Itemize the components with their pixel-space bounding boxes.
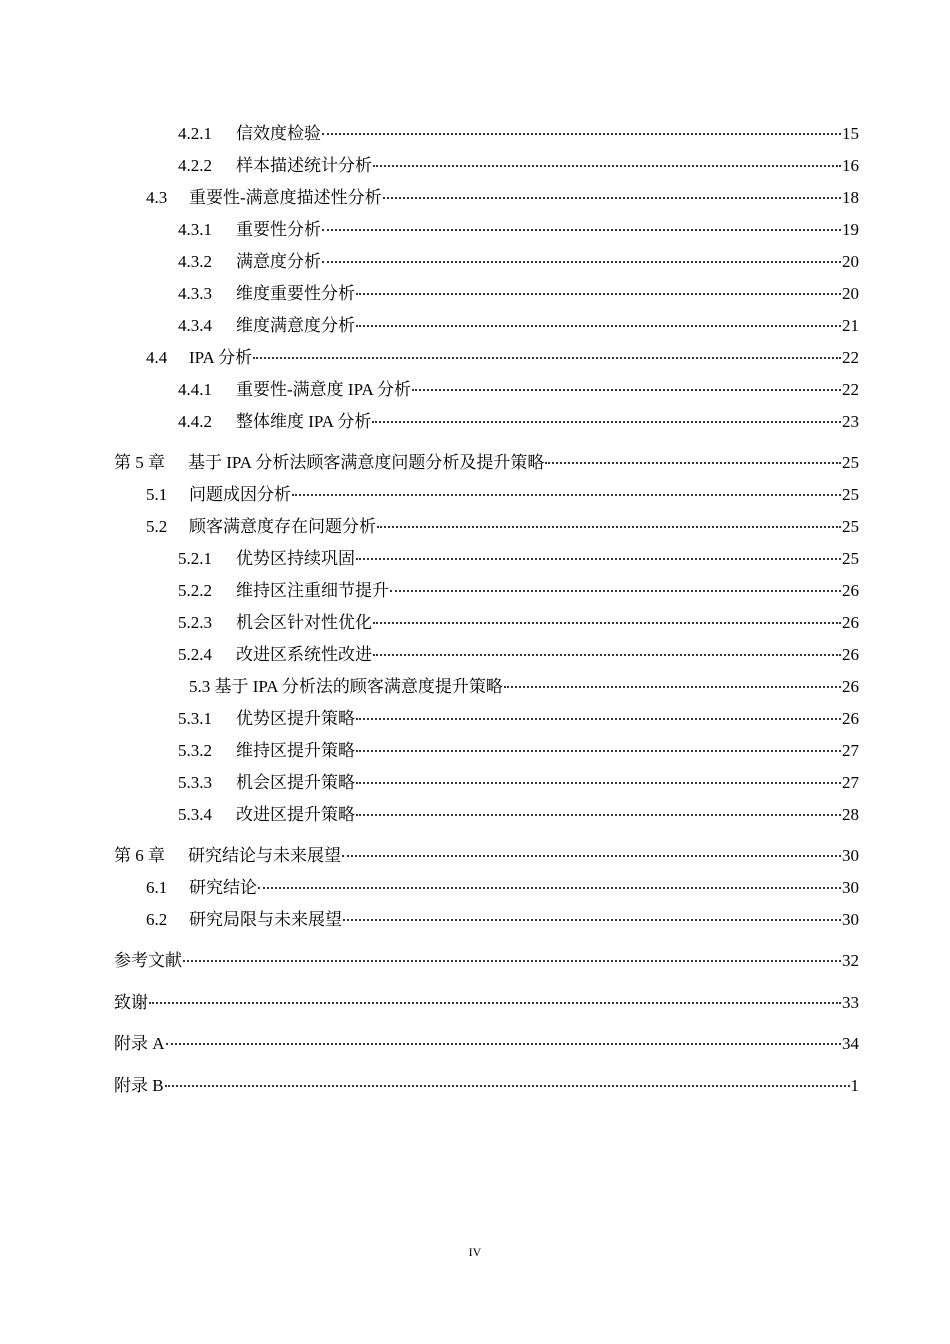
- toc-dot-leader: [356, 738, 841, 752]
- toc-entry-line: [114, 1074, 859, 1098]
- toc-entry-number: 5.2.4: [178, 645, 212, 664]
- toc-entry-page: 27: [842, 773, 859, 792]
- toc-entry-page: 16: [842, 156, 859, 175]
- toc-entry-number: 4.3.4: [178, 316, 212, 335]
- toc-dot-leader: [253, 345, 841, 359]
- toc-entry-line: [178, 547, 859, 571]
- toc-entry-number: 第 5 章: [114, 453, 165, 472]
- toc-entry-title: 基于 IPA 分析法顾客满意度问题分析及提升策略: [188, 453, 545, 472]
- toc-entry-number: 4.4.2: [178, 412, 212, 431]
- toc-dot-leader: [372, 409, 841, 423]
- toc-dot-leader: [356, 546, 841, 560]
- toc-entry-title: 满意度分析: [236, 252, 321, 271]
- toc-entry-title: 附录 A: [114, 1034, 165, 1053]
- toc-entry[interactable]: [0, 908, 950, 932]
- toc-entry[interactable]: [0, 483, 950, 507]
- toc-entry[interactable]: [0, 250, 950, 274]
- toc-entry[interactable]: [0, 876, 950, 900]
- toc-entry-line: [178, 154, 859, 178]
- toc-entry-page: 1: [850, 1076, 859, 1095]
- toc-entry-line: [178, 579, 859, 603]
- toc-entry-line: [146, 483, 859, 507]
- toc-entry[interactable]: [0, 314, 950, 338]
- toc-entry-page: 32: [842, 951, 859, 970]
- toc-entry-title: 重要性-满意度 IPA 分析: [236, 380, 412, 399]
- toc-entry-line: [178, 771, 859, 795]
- toc-entry-line: [178, 122, 859, 146]
- toc-entry-number: 4.4: [146, 348, 168, 367]
- toc-entry-title: 整体维度 IPA 分析: [236, 412, 372, 431]
- toc-entry-number: 5.3.4: [178, 805, 212, 824]
- toc-entry-page: 27: [842, 741, 859, 760]
- toc-dot-leader: [322, 121, 841, 135]
- toc-entry-title: 重要性-满意度描述性分析: [189, 188, 382, 207]
- toc-entry[interactable]: [0, 643, 950, 667]
- toc-entry-number: 4.3.2: [178, 252, 212, 271]
- toc-entry[interactable]: [0, 451, 950, 475]
- toc-entry-title: 维度满意度分析: [236, 316, 355, 335]
- toc-entry-title: 机会区提升策略: [236, 773, 355, 792]
- toc-entry-title: 改进区提升策略: [236, 805, 355, 824]
- toc-dot-leader: [292, 482, 841, 496]
- toc-entry-line: [178, 707, 859, 731]
- toc-entry[interactable]: [0, 154, 950, 178]
- toc-dot-leader: [356, 770, 841, 784]
- toc-entry[interactable]: [0, 547, 950, 571]
- toc-dot-leader: [166, 1031, 841, 1045]
- toc-entry-page: 26: [842, 581, 859, 600]
- toc-entry-line: [146, 515, 859, 539]
- toc-entry-title: 机会区针对性优化: [236, 613, 372, 632]
- toc-entry-page: 28: [842, 805, 859, 824]
- toc-dot-leader: [373, 610, 841, 624]
- toc-entry-number: 4.2.2: [178, 156, 212, 175]
- toc-entry-number: 4.3: [146, 188, 168, 207]
- toc-entry-line: [178, 611, 859, 635]
- toc-entry-page: 26: [842, 645, 859, 664]
- toc-entry-line: [178, 643, 859, 667]
- toc-dot-leader: [383, 185, 841, 199]
- toc-entry-line: [178, 803, 859, 827]
- toc-dot-leader: [183, 948, 841, 962]
- toc-entry-number: 4.2.1: [178, 124, 212, 143]
- toc-dot-leader: [322, 249, 841, 263]
- toc-entry-page: 20: [842, 252, 859, 271]
- toc-entry-page: 26: [842, 677, 859, 696]
- toc-entry-number: 5.2.1: [178, 549, 212, 568]
- toc-entry-line: [178, 250, 859, 274]
- toc-entry-title: 维持区提升策略: [236, 741, 355, 760]
- toc-dot-leader: [258, 875, 841, 889]
- toc-entry-number: 5.2.3: [178, 613, 212, 632]
- toc-dot-leader: [356, 281, 841, 295]
- toc-entry-page: 25: [842, 485, 859, 504]
- toc-entry-page: 15: [842, 124, 859, 143]
- toc-entry[interactable]: [0, 218, 950, 242]
- toc-entry-line: [146, 908, 859, 932]
- toc-entry[interactable]: [0, 803, 950, 827]
- toc-entry-page: 33: [842, 993, 859, 1012]
- toc-entry[interactable]: [0, 991, 950, 1015]
- toc-entry-page: 26: [842, 709, 859, 728]
- toc-dot-leader: [356, 313, 841, 327]
- toc-entry-title: 研究局限与未来展望: [189, 910, 342, 929]
- toc-entry-number: 5.3.1: [178, 709, 212, 728]
- toc-entry[interactable]: [0, 378, 950, 402]
- toc-entry-page: 26: [842, 613, 859, 632]
- toc-entry[interactable]: [0, 186, 950, 210]
- toc-dot-leader: [356, 706, 841, 720]
- toc-entry-title: 信效度检验: [236, 124, 321, 143]
- toc-entry-title: 参考文献: [114, 951, 182, 970]
- toc-entry-line: [146, 346, 859, 370]
- toc-entry-number: 5.2.2: [178, 581, 212, 600]
- toc-entry-page: 22: [842, 348, 859, 367]
- toc-entry-line: [146, 876, 859, 900]
- toc-entry[interactable]: [0, 122, 950, 146]
- toc-entry-page: 30: [842, 878, 859, 897]
- toc-entry-number: 4.3.1: [178, 220, 212, 239]
- toc-entry[interactable]: [0, 739, 950, 763]
- toc-entry-line: [178, 410, 859, 434]
- toc-entry-page: 25: [842, 453, 859, 472]
- toc-entry-line: [114, 949, 859, 973]
- toc-entry[interactable]: [0, 1032, 950, 1056]
- toc-entry[interactable]: [0, 346, 950, 370]
- toc-dot-leader: [343, 907, 841, 921]
- toc-entry-number: 4.4.1: [178, 380, 212, 399]
- toc-entry-number: 5.2: [146, 517, 168, 536]
- toc-entry-line: [178, 314, 859, 338]
- toc-dot-leader: [165, 1073, 850, 1087]
- toc-entry-page: 20: [842, 284, 859, 303]
- toc-entry-title: 维度重要性分析: [236, 284, 355, 303]
- toc-entry-number: 5.3.3: [178, 773, 212, 792]
- toc-entry[interactable]: [0, 844, 950, 868]
- toc-entry-title: 维持区注重细节提升: [236, 581, 389, 600]
- toc-entry-title: 研究结论与未来展望: [188, 846, 341, 865]
- toc-entry-page: 25: [842, 517, 859, 536]
- toc-entry-number: 5.3.2: [178, 741, 212, 760]
- toc-entry-title: 附录 B: [114, 1076, 164, 1095]
- toc-entry-title: 优势区提升策略: [236, 709, 355, 728]
- toc-entry[interactable]: [0, 282, 950, 306]
- toc-entry[interactable]: [0, 707, 950, 731]
- toc-entry-title: 优势区持续巩固: [236, 549, 355, 568]
- toc-dot-leader: [390, 578, 841, 592]
- toc-dot-leader: [373, 642, 841, 656]
- toc-entry-line: [114, 844, 859, 868]
- toc-entry-page: 21: [842, 316, 859, 335]
- toc-entry[interactable]: [0, 949, 950, 973]
- toc-dot-leader: [412, 377, 841, 391]
- toc-entry-number: 第 6 章: [114, 846, 165, 865]
- toc-entry-page: 25: [842, 549, 859, 568]
- toc-dot-leader: [373, 153, 841, 167]
- toc-entry-page: 18: [842, 188, 859, 207]
- toc-entry-page: 30: [842, 910, 859, 929]
- toc-entry-line: [114, 451, 859, 475]
- toc-entry[interactable]: [0, 515, 950, 539]
- toc-entry-line: [178, 378, 859, 402]
- toc-dot-leader: [322, 217, 841, 231]
- toc-entry-line: [114, 1032, 859, 1056]
- toc-entry-page: 34: [842, 1034, 859, 1053]
- toc-entry-page: 30: [842, 846, 859, 865]
- toc-entry[interactable]: [0, 675, 950, 699]
- toc-entry-page: 22: [842, 380, 859, 399]
- toc-entry[interactable]: [0, 611, 950, 635]
- toc-entry-title: IPA 分析: [189, 348, 253, 367]
- toc-entry-line: [178, 282, 859, 306]
- toc-entry-page: 23: [842, 412, 859, 431]
- toc-entry-title: 改进区系统性改进: [236, 645, 372, 664]
- page-number-footer: IV: [468, 1245, 482, 1259]
- toc-entry-number: 4.3.3: [178, 284, 212, 303]
- toc-entry-line: [114, 991, 859, 1015]
- toc-entry-line: [146, 675, 859, 699]
- toc-entry-line: [146, 186, 859, 210]
- toc-dot-leader: [545, 450, 841, 464]
- toc-entry-number: 5.1: [146, 485, 168, 504]
- toc-dot-leader: [504, 674, 841, 688]
- toc-entry-title: 样本描述统计分析: [236, 156, 372, 175]
- toc-entry-title: 顾客满意度存在问题分析: [189, 517, 376, 536]
- toc-entry-title: 5.3 基于 IPA 分析法的顾客满意度提升策略: [189, 677, 503, 696]
- toc-entry-line: [178, 739, 859, 763]
- toc-entry-page: 19: [842, 220, 859, 239]
- toc-entry-title: 致谢: [114, 993, 148, 1012]
- toc-entry[interactable]: [0, 771, 950, 795]
- toc-entry[interactable]: [0, 579, 950, 603]
- toc-entry-number: 6.2: [146, 910, 168, 929]
- toc-entry-title: 重要性分析: [236, 220, 321, 239]
- toc-entry-number: 6.1: [146, 878, 168, 897]
- toc-dot-leader: [377, 514, 841, 528]
- toc-dot-leader: [356, 802, 841, 816]
- toc-entry[interactable]: [0, 410, 950, 434]
- toc-dot-leader: [342, 843, 841, 857]
- toc-entry[interactable]: [0, 1074, 950, 1098]
- toc-entry-title: 问题成因分析: [189, 485, 291, 504]
- toc-entry-title: 研究结论: [189, 878, 257, 897]
- toc-entry-line: [178, 218, 859, 242]
- toc-dot-leader: [149, 990, 841, 1004]
